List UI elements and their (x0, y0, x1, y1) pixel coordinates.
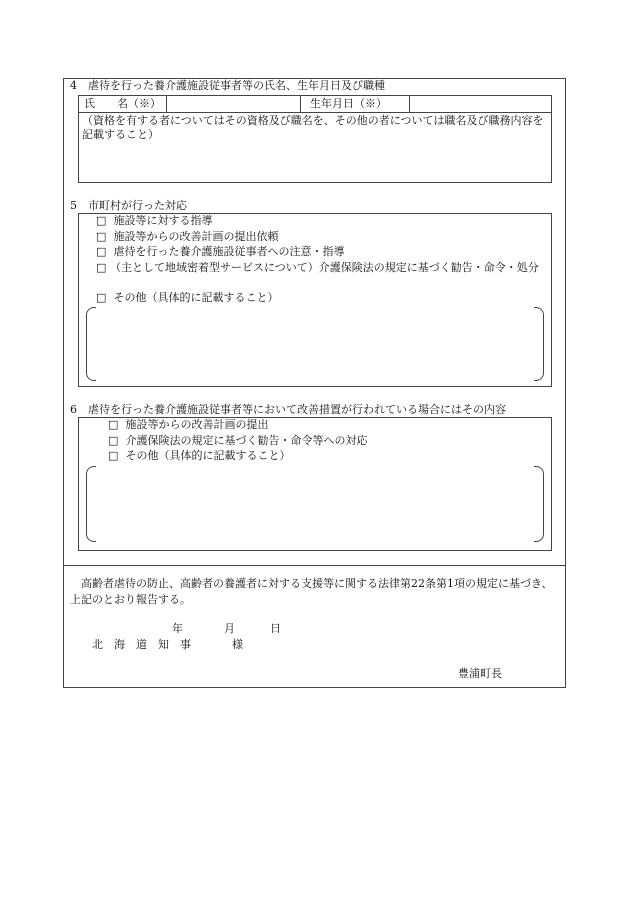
section4-divider-3 (409, 95, 410, 112)
qualification-field[interactable] (82, 145, 548, 181)
addressee: 北 海 道 知 事 (92, 638, 191, 651)
section5-item-1-label: 施設等に対する指導 (113, 214, 213, 227)
dob-label: 生年月日（※） (310, 97, 387, 110)
section6-item-2[interactable] (108, 434, 368, 448)
section5-item-5[interactable] (96, 291, 279, 305)
report-statement: 高齢者虐待の防止、高齢者の養護者に対する支援等に関する法律第22条第1項の規定に基づき、上記のとおり報告する。 (70, 577, 553, 606)
section5-bracket-right (534, 307, 544, 381)
section5-item-3[interactable] (96, 245, 345, 259)
section6-item-3[interactable] (108, 449, 291, 463)
sender-name: 豊浦町長 (458, 667, 502, 680)
name-field[interactable] (170, 97, 298, 111)
section6-item-2-label: 介護保険法の規定に基づく勧告・命令等への対応 (125, 434, 368, 447)
section6-details-field[interactable] (98, 469, 532, 539)
checkbox-icon[interactable]: □ (96, 245, 107, 258)
date-month-label: 月 (224, 622, 235, 635)
checkbox-icon[interactable]: □ (108, 449, 119, 462)
dob-field[interactable] (412, 97, 550, 111)
section5-heading: 5 市町村が行った対応 (70, 199, 187, 212)
section6-bracket-right (534, 466, 544, 542)
section4-divider-1 (166, 95, 167, 112)
section4-heading: 4 虐待を行った養介護施設従事者等の氏名、生年月日及び職種 (70, 79, 385, 92)
addressee-honorific: 様 (232, 638, 243, 651)
name-label: 氏 名（※） (84, 97, 161, 110)
section5-item-1[interactable] (96, 214, 213, 228)
checkbox-icon[interactable]: □ (96, 230, 107, 243)
checkbox-icon[interactable]: □ (108, 434, 119, 447)
section5-item-5-label: その他（具体的に記載すること） (113, 291, 279, 304)
checkbox-icon[interactable]: □ (96, 261, 107, 274)
date-day-label: 日 (270, 622, 281, 635)
section6-item-3-label: その他（具体的に記載すること） (125, 449, 291, 462)
section5-item-2[interactable] (96, 230, 279, 244)
section6-bracket-left (86, 466, 96, 542)
section5-details-field[interactable] (98, 310, 532, 378)
section4-note: （資格を有する者についてはその資格及び職名を、その他の者については職名及び職務内容を記載すること） (82, 114, 544, 141)
section6-item-1[interactable] (108, 418, 269, 432)
section5-bracket-left (86, 307, 96, 381)
section6-item-1-label: 施設等からの改善計画の提出 (125, 418, 269, 431)
date-year-label: 年 (172, 622, 183, 635)
report-divider (63, 565, 566, 566)
section5-item-2-label: 施設等からの改善計画の提出依頼 (113, 230, 279, 243)
section5-item-3-label: 虐待を行った養介護施設従事者への注意・指導 (113, 245, 345, 258)
section6-heading: 6 虐待を行った養介護施設従事者等において改善措置が行われている場合にはその内容 (70, 403, 506, 416)
section4-divider-2 (300, 95, 301, 112)
section5-item-4[interactable] (96, 261, 560, 275)
checkbox-icon[interactable]: □ (96, 291, 107, 304)
section4-row-divider (78, 112, 552, 113)
checkbox-icon[interactable]: □ (108, 418, 119, 431)
checkbox-icon[interactable]: □ (96, 214, 107, 227)
section5-item-4-label: （主として地域密着型サービスについて）介護保険法の規定に基づく勧告・命令・処分 (110, 261, 539, 274)
